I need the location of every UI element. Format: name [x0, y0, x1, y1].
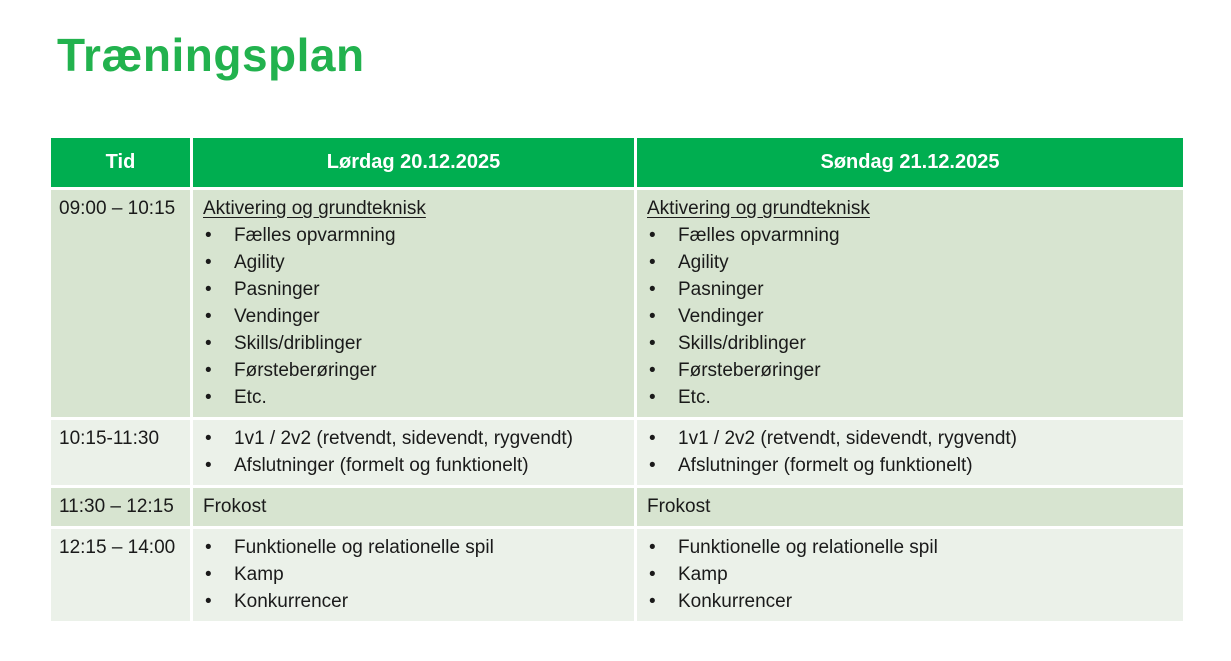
list-item — [203, 330, 626, 357]
bullet-text: • Skills/driblinger — [678, 333, 806, 354]
bullet-text: • Afslutninger (formelt og funktionelt) — [678, 455, 973, 476]
list-item — [647, 222, 1175, 249]
training-plan-table — [48, 135, 1186, 624]
bullet-text: • Førsteberøringer — [678, 360, 821, 381]
bullet-list — [203, 534, 626, 615]
list-item — [203, 384, 626, 411]
bullet-text: • Skills/driblinger — [234, 333, 362, 354]
list-item — [647, 425, 1175, 452]
header-cell-tid: Tid — [50, 137, 192, 189]
bullet-text: • Funktionelle og relationelle spil — [234, 537, 494, 558]
list-item — [647, 534, 1175, 561]
bullet-text: • Vendinger — [678, 306, 764, 327]
bullet-text: • Pasninger — [234, 279, 320, 300]
sunday-session-cell — [636, 419, 1185, 487]
table-header-row — [50, 137, 1185, 189]
bullet-text: • Agility — [678, 252, 729, 273]
list-item — [203, 357, 626, 384]
list-item — [647, 303, 1175, 330]
list-item — [647, 384, 1175, 411]
bullet-text: • Afslutninger (formelt og funktionelt) — [234, 455, 529, 476]
list-item — [647, 276, 1175, 303]
header-cell-sunday: Søndag 21.12.2025 — [636, 137, 1185, 189]
bullet-text: • Funktionelle og relationelle spil — [678, 537, 938, 558]
bullet-text: • Kamp — [234, 564, 284, 585]
bullet-list — [203, 425, 626, 479]
sunday-session-cell — [636, 528, 1185, 623]
list-item — [203, 425, 626, 452]
saturday-session-cell — [192, 189, 636, 419]
list-item — [647, 452, 1175, 479]
saturday-session-cell — [192, 528, 636, 623]
session-text: Frokost — [203, 496, 267, 517]
list-item — [203, 452, 626, 479]
list-item — [203, 303, 626, 330]
session-heading: Aktivering og grundteknisk — [203, 198, 426, 219]
bullet-text: • Pasninger — [678, 279, 764, 300]
bullet-text: • Konkurrencer — [678, 591, 793, 612]
session-heading: Aktivering og grundteknisk — [647, 198, 870, 219]
table-row-1015 — [50, 419, 1185, 487]
sunday-session-cell — [636, 487, 1185, 528]
bullet-text: • Vendinger — [234, 306, 320, 327]
time-cell: 11:30 – 12:15 — [50, 487, 192, 528]
list-item — [203, 588, 626, 615]
bullet-text: • Fælles opvarmning — [234, 225, 396, 246]
list-item — [203, 561, 626, 588]
list-item — [647, 330, 1175, 357]
bullet-text: • Etc. — [234, 387, 267, 408]
sunday-session-cell — [636, 189, 1185, 419]
bullet-list — [647, 425, 1175, 479]
list-item — [647, 561, 1175, 588]
page-title: Træningsplan — [57, 29, 365, 81]
time-cell: 10:15-11:30 — [50, 419, 192, 487]
time-cell: 09:00 – 10:15 — [50, 189, 192, 419]
table-row-0900 — [50, 189, 1185, 419]
bullet-text: • Konkurrencer — [234, 591, 349, 612]
list-item — [203, 222, 626, 249]
list-item — [647, 357, 1175, 384]
bullet-text: • Fælles opvarmning — [678, 225, 840, 246]
list-item — [203, 276, 626, 303]
bullet-list — [647, 222, 1175, 411]
bullet-text: • 1v1 / 2v2 (retvendt, sidevendt, rygvendt) — [234, 428, 574, 449]
table-row-1215 — [50, 528, 1185, 623]
list-item — [647, 588, 1175, 615]
session-text: Frokost — [647, 496, 711, 517]
table-row-1130 — [50, 487, 1185, 528]
bullet-list — [647, 534, 1175, 615]
time-cell: 12:15 – 14:00 — [50, 528, 192, 623]
list-item — [203, 249, 626, 276]
header-cell-saturday: Lørdag 20.12.2025 — [192, 137, 636, 189]
bullet-text: • Førsteberøringer — [234, 360, 377, 381]
bullet-list — [203, 222, 626, 411]
saturday-session-cell — [192, 419, 636, 487]
bullet-text: • Kamp — [678, 564, 728, 585]
saturday-session-cell — [192, 487, 636, 528]
list-item — [647, 249, 1175, 276]
bullet-text: • 1v1 / 2v2 (retvendt, sidevendt, rygvendt) — [678, 428, 1018, 449]
bullet-text: • Etc. — [678, 387, 711, 408]
bullet-text: • Agility — [234, 252, 285, 273]
list-item — [203, 534, 626, 561]
